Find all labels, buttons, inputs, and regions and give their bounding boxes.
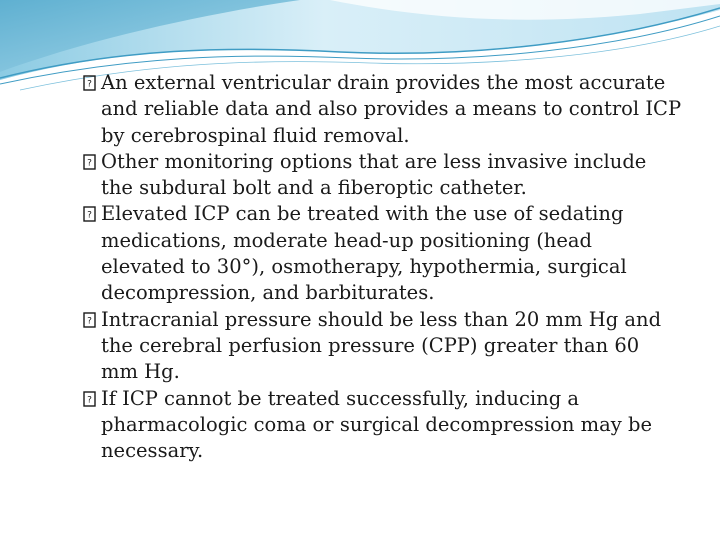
list-item xyxy=(82,307,682,386)
list-item xyxy=(82,149,682,202)
bullet-text: Elevated ICP can be treated with the use of sedating medications, moderate head-up positioning (head elevated to 30°), osmotherapy, hypothermia, surgical decompression, and barbiturates. xyxy=(101,202,627,305)
svg-text:?: ? xyxy=(87,316,92,327)
missing-glyph-icon xyxy=(82,390,97,408)
missing-glyph-icon xyxy=(82,153,97,171)
svg-text:?: ? xyxy=(87,395,92,406)
bullet-list xyxy=(82,70,682,464)
svg-text:?: ? xyxy=(87,210,92,221)
bullet-text: Other monitoring options that are less invasive include the subdural bolt and a fiberoptic catheter. xyxy=(101,149,647,200)
svg-text:?: ? xyxy=(87,158,92,169)
list-item xyxy=(82,201,682,306)
missing-glyph-icon xyxy=(82,74,97,92)
missing-glyph-icon xyxy=(82,311,97,329)
list-item xyxy=(82,70,682,149)
missing-glyph-icon xyxy=(82,205,97,223)
bullet-text: If ICP cannot be treated successfully, inducing a pharmacologic coma or surgical decompression may be necessary. xyxy=(101,386,653,463)
bullet-text: Intracranial pressure should be less than 20 mm Hg and the cerebral perfusion pressure (CPP) greater than 60 mm Hg. xyxy=(101,307,662,384)
bullet-text: An external ventricular drain provides the most accurate and reliable data and also provides a means to control ICP by cerebrospinal fluid removal. xyxy=(101,71,682,147)
list-item xyxy=(82,386,682,465)
svg-text:?: ? xyxy=(87,79,92,90)
